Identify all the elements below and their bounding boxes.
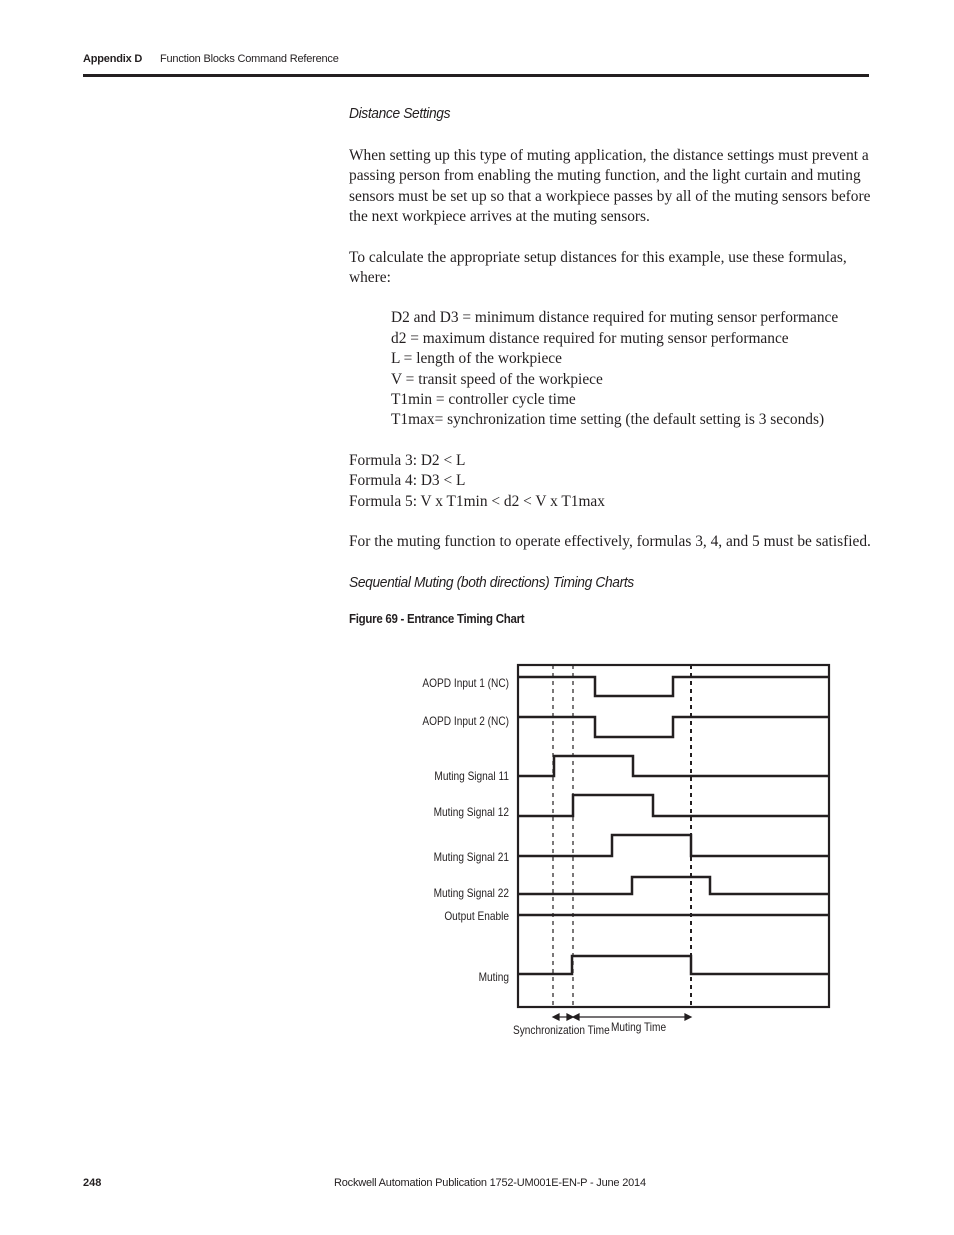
definition-item: L = length of the workpiece	[391, 350, 562, 368]
header-rule	[83, 74, 869, 77]
arrow-head-icon	[573, 1014, 579, 1020]
header-appendix: Appendix D	[83, 53, 143, 65]
intro-paragraph: When setting up this type of muting application, the distance settings must prevent a passing person from enabling the muting function, and the light curtain and muting sensors must be set up so that a workpiece passes by all of the muting sensors before the next workpiece arrives at the muting sensors.	[349, 147, 871, 226]
section-heading: Distance Settings	[349, 105, 451, 122]
formula-item: Formula 3: D2 < L	[349, 451, 466, 469]
timing-subheading: Sequential Muting (both directions) Timing Charts	[349, 573, 634, 591]
signal-label: Muting Signal 12	[433, 806, 509, 820]
formula-item: Formula 4: D3 < L	[349, 472, 466, 490]
signal-label: AOPD Input 2 (NC)	[422, 715, 509, 729]
definition-item: D2 and D3 = minimum distance required for muting sensor performance	[391, 309, 839, 327]
waveform-muting-signal-21	[518, 835, 829, 856]
signal-label: Output Enable	[444, 910, 509, 924]
waveform-aopd-input-2	[518, 717, 829, 737]
definition-item: d2 = maximum distance required for muting sensor performance	[391, 329, 789, 347]
formula-list	[349, 451, 874, 512]
definition-item: T1max= synchronization time setting (the default setting is 3 seconds)	[391, 411, 825, 429]
waveform-aopd-input-1	[518, 677, 829, 696]
signal-label: Muting Signal 22	[433, 887, 509, 901]
calc-paragraph: To calculate the appropriate setup distances for this example, use these formulas, where:	[349, 248, 847, 287]
signal-label: Muting	[478, 971, 509, 985]
definition-item: T1min = controller cycle time	[391, 391, 576, 409]
page-number: 248	[83, 1177, 102, 1189]
waveform-muting	[518, 956, 829, 974]
publication-info: Rockwell Automation Publication 1752-UM001E-EN-P - June 2014	[334, 1177, 646, 1189]
signal-label: AOPD Input 1 (NC)	[422, 677, 509, 691]
signal-label: Muting Signal 11	[434, 770, 509, 784]
formula-item: Formula 5: V x T1min < d2 < V x T1max	[349, 492, 605, 510]
waveform-muting-signal-22	[518, 877, 829, 894]
conclusion-paragraph: For the muting function to operate effectively, formulas 3, 4, and 5 must be satisfied.	[349, 533, 871, 551]
sync-time-label: Synchronization Time	[513, 1024, 610, 1038]
waveform-muting-signal-11	[518, 756, 829, 776]
definition-list	[349, 308, 874, 430]
header-title: Function Blocks Command Reference	[160, 53, 339, 65]
muting-time-label: Muting Time	[611, 1021, 667, 1035]
arrow-head-icon	[685, 1014, 691, 1020]
page-body	[349, 105, 874, 626]
arrow-head-icon	[553, 1014, 559, 1020]
figure-caption: Figure 69 - Entrance Timing Chart	[349, 611, 525, 626]
signal-label: Muting Signal 21	[433, 851, 509, 865]
waveform-muting-signal-12	[518, 795, 829, 816]
definition-item: V = transit speed of the workpiece	[391, 370, 603, 388]
entrance-timing-chart	[420, 660, 840, 1040]
